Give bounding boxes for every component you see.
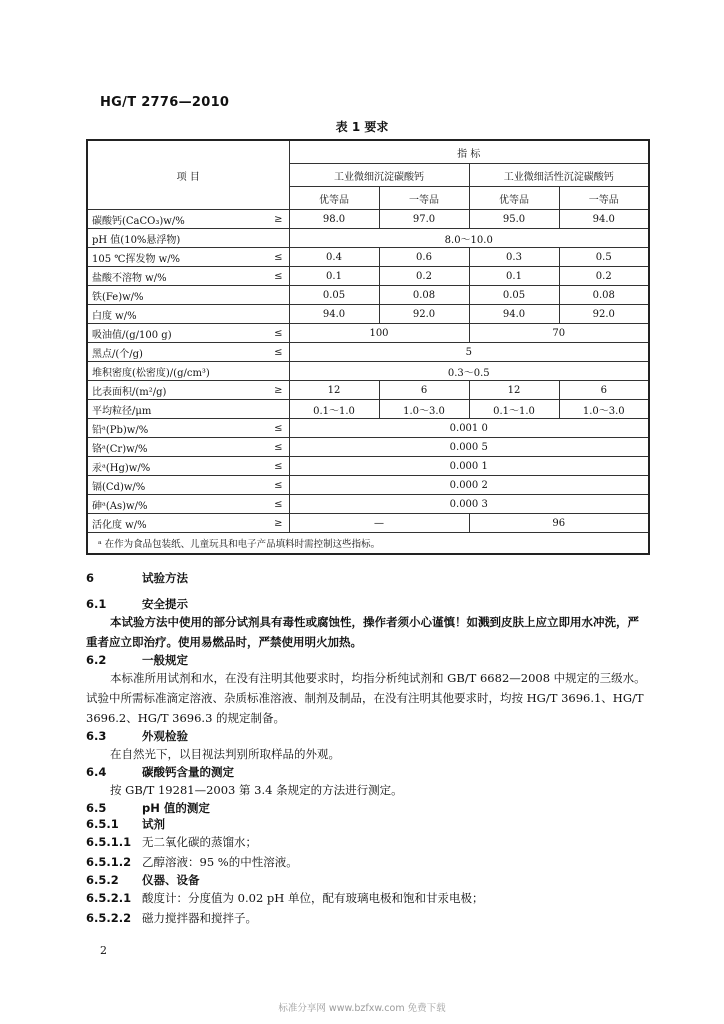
appearance-text: 在自然光下，以目视法判别所取样品的外观。 [110, 747, 340, 761]
cell-value: 0.3 [469, 248, 559, 267]
table-row [87, 343, 649, 362]
cell-value: 94.0 [289, 305, 379, 324]
row-label: 白度 w/% [87, 305, 259, 324]
footer-watermark: 标准分享网 www.bzfxw.com 免费下载 [278, 1003, 446, 1014]
cell-value: 1.0～3.0 [379, 400, 469, 419]
row-symbol: ≤ [259, 419, 289, 438]
cell-value: 12 [289, 381, 379, 400]
row-label: 砷ᵃ(As)w/% [87, 495, 259, 514]
row-symbol: ≤ [259, 438, 289, 457]
table-row [87, 381, 649, 400]
cell-value: 0.05 [469, 286, 559, 305]
row-symbol: ≥ [259, 381, 289, 400]
cell-value: 0.1 [469, 267, 559, 286]
cell-value: 0.000 2 [289, 476, 649, 495]
group1-header: 工业微细沉淀碳酸钙 [289, 164, 469, 187]
cell-value: 0.6 [379, 248, 469, 267]
cell-value: 6 [379, 381, 469, 400]
body-text [86, 570, 648, 928]
grade-header: 一等品 [379, 187, 469, 210]
section-6-5-1: 6.5.1 试剂 [86, 817, 165, 831]
safety-text: 本试验方法中使用的部分试剂具有毒性或腐蚀性，操作者须小心谨慎！如溅到皮肤上应立即用水冲洗，严重者应立即治疗。使用易燃品时，严禁使用明火加热。 [86, 615, 639, 649]
grade-header: 优等品 [289, 187, 379, 210]
cell-value: 6 [559, 381, 649, 400]
row-label: 铅ᵃ(Pb)w/% [87, 419, 259, 438]
row-symbol: ≥ [259, 210, 289, 229]
row-label: 铁(Fe)w/% [87, 286, 259, 305]
standard-id: HG/T 2776—2010 [100, 95, 230, 110]
grade-header: 优等品 [469, 187, 559, 210]
cell-value: 0.2 [379, 267, 469, 286]
row-symbol [259, 305, 289, 324]
table-row [87, 495, 649, 514]
cell-value: 100 [289, 324, 469, 343]
group2-header: 工业微细活性沉淀碳酸钙 [469, 164, 649, 187]
cell-value: 5 [289, 343, 649, 362]
table-row [87, 362, 649, 381]
requirements-table [86, 139, 650, 555]
row-label: 汞ᵃ(Hg)w/% [87, 457, 259, 476]
row-label: 碳酸钙(CaCO₃)w/% [87, 210, 259, 229]
row-label: 铬ᵃ(Cr)w/% [87, 438, 259, 457]
section-6-5-2: 6.5.2 仪器、设备 [86, 873, 200, 887]
row-symbol: ≤ [259, 343, 289, 362]
section-6-2: 6.2 一般规定 [86, 653, 188, 667]
row-symbol: ≤ [259, 324, 289, 343]
row-label: pH 值(10%悬浮物) [87, 229, 259, 248]
cell-value: 92.0 [379, 305, 469, 324]
table-title: 表 1 要求 [335, 120, 389, 134]
table-row [87, 457, 649, 476]
row-symbol [259, 229, 289, 248]
table-row [87, 324, 649, 343]
row-label: 黑点/(个/g) [87, 343, 259, 362]
table-row [87, 210, 649, 229]
row-label: 堆积密度(松密度)/(g/cm³) [87, 362, 259, 381]
table-row [87, 229, 649, 248]
item-6-5-1-1: 6.5.1.1 无二氧化碳的蒸馏水； [86, 835, 257, 849]
cell-value: 0.05 [289, 286, 379, 305]
cell-value: 0.001 0 [289, 419, 649, 438]
page-number: 2 [100, 944, 107, 957]
caco3-text: 按 GB/T 19281—2003 第 3.4 条规定的方法进行测定。 [110, 783, 403, 797]
cell-value: 96 [469, 514, 649, 533]
cell-value: 0.000 5 [289, 438, 649, 457]
row-symbol [259, 362, 289, 381]
row-symbol: ≥ [259, 514, 289, 533]
row-symbol: ≤ [259, 457, 289, 476]
table-row [87, 400, 649, 419]
cell-value: 0.4 [289, 248, 379, 267]
row-symbol: ≤ [259, 476, 289, 495]
table-row [87, 286, 649, 305]
cell-value: 0.08 [379, 286, 469, 305]
table-row [87, 419, 649, 438]
cell-value: 92.0 [559, 305, 649, 324]
row-label: 镉(Cd)w/% [87, 476, 259, 495]
section-6-3: 6.3 外观检验 [86, 729, 188, 743]
row-label: 105 ℃挥发物 w/% [87, 248, 259, 267]
item-6-5-2-2: 6.5.2.2 磁力搅拌器和搅拌子。 [86, 911, 257, 925]
grade-header: 一等品 [559, 187, 649, 210]
row-label: 活化度 w/% [87, 514, 259, 533]
row-label: 比表面积/(m²/g) [87, 381, 259, 400]
row-symbol: ≤ [259, 248, 289, 267]
table-footnote: ᵃ 在作为食品包装纸、儿童玩具和电子产品填料时需控制这些指标。 [87, 533, 649, 555]
row-symbol: ≤ [259, 267, 289, 286]
table-row [87, 248, 649, 267]
cell-value: 97.0 [379, 210, 469, 229]
item-6-5-1-2: 6.5.1.2 乙醇溶液：95 %的中性溶液。 [86, 855, 298, 869]
cell-value: 12 [469, 381, 559, 400]
cell-value: 94.0 [469, 305, 559, 324]
row-symbol [259, 400, 289, 419]
row-label: 平均粒径/μm [87, 400, 259, 419]
row-symbol [259, 286, 289, 305]
cell-value: 95.0 [469, 210, 559, 229]
table-row [87, 476, 649, 495]
cell-value: — [289, 514, 469, 533]
cell-value: 98.0 [289, 210, 379, 229]
cell-value: 0.2 [559, 267, 649, 286]
cell-value: 0.1 [289, 267, 379, 286]
cell-value: 0.08 [559, 286, 649, 305]
table-row [87, 438, 649, 457]
cell-value: 0.1～1.0 [289, 400, 379, 419]
col-item-header: 项 目 [87, 140, 289, 210]
section-6: 6 试验方法 [86, 571, 188, 585]
table-row [87, 267, 649, 286]
cell-value: 94.0 [559, 210, 649, 229]
section-6-4: 6.4 碳酸钙含量的测定 [86, 765, 234, 779]
cell-value: 1.0～3.0 [559, 400, 649, 419]
table-row [87, 305, 649, 324]
cell-value: 0.5 [559, 248, 649, 267]
row-label: 吸油值/(g/100 g) [87, 324, 259, 343]
col-indicator-header: 指 标 [289, 140, 649, 164]
section-6-5: 6.5 pH 值的测定 [86, 801, 210, 815]
cell-value: 0.000 1 [289, 457, 649, 476]
cell-value: 0.1～1.0 [469, 400, 559, 419]
item-6-5-2-1: 6.5.2.1 酸度计：分度值为 0.02 pH 单位，配有玻璃电极和饱和甘汞电极； [86, 891, 484, 905]
cell-value: 0.3～0.5 [289, 362, 649, 381]
cell-value: 70 [469, 324, 649, 343]
row-label: 盐酸不溶物 w/% [87, 267, 259, 286]
cell-value: 8.0～10.0 [289, 229, 649, 248]
row-symbol: ≤ [259, 495, 289, 514]
cell-value: 0.000 3 [289, 495, 649, 514]
table-row [87, 514, 649, 533]
general-text: 本标准所用试剂和水，在没有注明其他要求时，均指分析纯试剂和 GB/T 6682—2008 中规定的三级水。试验中所需标准滴定溶液、杂质标准溶液、制剂及制品，在没有注明其他要求时，均按 HG/T 3696.1、HG/T 3696.2、HG/T 3696.3 的规定制备。 [86, 671, 646, 725]
section-6-1: 6.1 安全提示 [86, 597, 188, 611]
